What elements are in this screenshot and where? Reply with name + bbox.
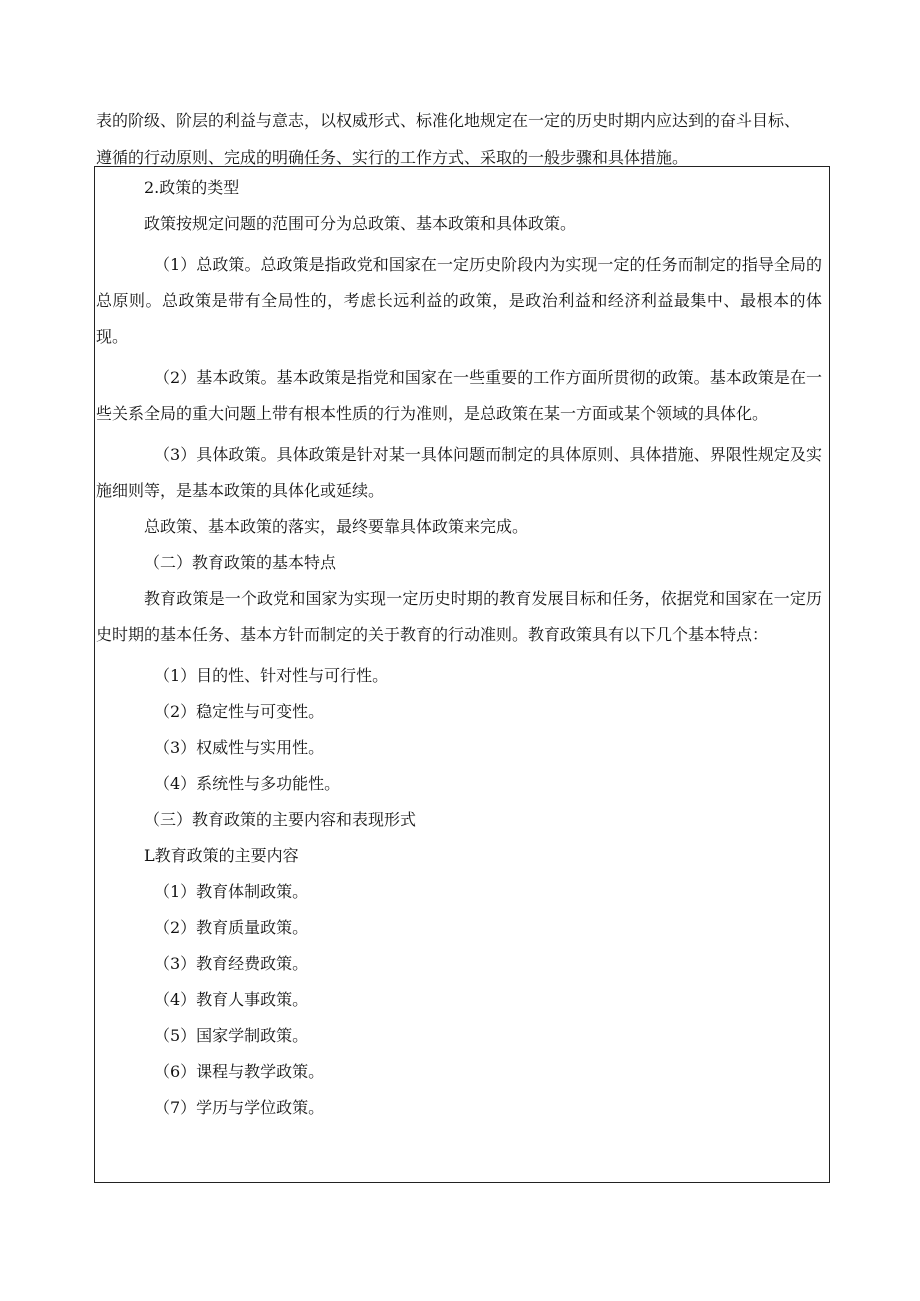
section-types-heading: 2.政策的类型 [144,178,240,197]
intro-paragraph [96,102,826,176]
section-types-lead: 政策按规定问题的范围可分为总政策、基本政策和具体政策。 [144,214,577,233]
policy-type-specific: （3）具体政策。具体政策是针对某一具体问题而制定的具体原则、具体措施、界限性规定及实施细则等，是基本政策的具体化或延续。 [96,445,822,500]
policy-type-general: （1）总政策。总政策是指政党和国家在一定历史阶段内为实现一定的任务而制定的指导全局的总原则。总政策是带有全局性的，考虑长远利益的政策，是政治利益和经济利益最集中、最根本的体现。 [96,255,822,346]
feature-item: （2）稳定性与可变性。 [154,702,325,721]
content-item: （2）教育质量政策。 [154,918,309,937]
section-features-body: 教育政策是一个政党和国家为实现一定历史时期的教育发展目标和任务，依据党和国家在一定历史时期的基本任务、基本方针而制定的关于教育的行动准则。教育政策具有以下几个基本特点： [96,589,822,644]
content-item: （4）教育人事政策。 [154,990,309,1009]
content-item: （1）教育体制政策。 [154,882,309,901]
content-item: （5）国家学制政策。 [154,1026,309,1045]
intro-line-2: 遵循的行动原则、完成的明确任务、实行的工作方式、采取的一般步骤和具体措施。 [96,148,689,167]
content-item: （3）教育经费政策。 [154,954,309,973]
feature-item: （3）权威性与实用性。 [154,738,325,757]
section-content-subheading: L教育政策的主要内容 [144,846,299,865]
policy-type-basic: （2）基本政策。基本政策是指党和国家在一些重要的工作方面所贯彻的政策。基本政策是在一些关系全局的重大问题上带有根本性质的行为准则，是总政策在某一方面或某个领域的具体化。 [96,368,822,423]
section-features-heading: （二）教育政策的基本特点 [144,553,337,572]
feature-item: （4）系统性与多功能性。 [154,774,341,793]
feature-item: （1）目的性、针对性与可行性。 [154,666,389,685]
section-types-summary: 总政策、基本政策的落实，最终要靠具体政策来完成。 [144,517,529,536]
content-item: （6）课程与教学政策。 [154,1062,325,1081]
intro-line-1: 表的阶级、阶层的利益与意志，以权威形式、标准化地规定在一定的历史时期内应达到的奋斗目标、 [96,111,801,130]
content-item: （7）学历与学位政策。 [154,1098,325,1117]
content-box [96,170,822,1126]
section-content-heading: （三）教育政策的主要内容和表现形式 [144,810,417,829]
